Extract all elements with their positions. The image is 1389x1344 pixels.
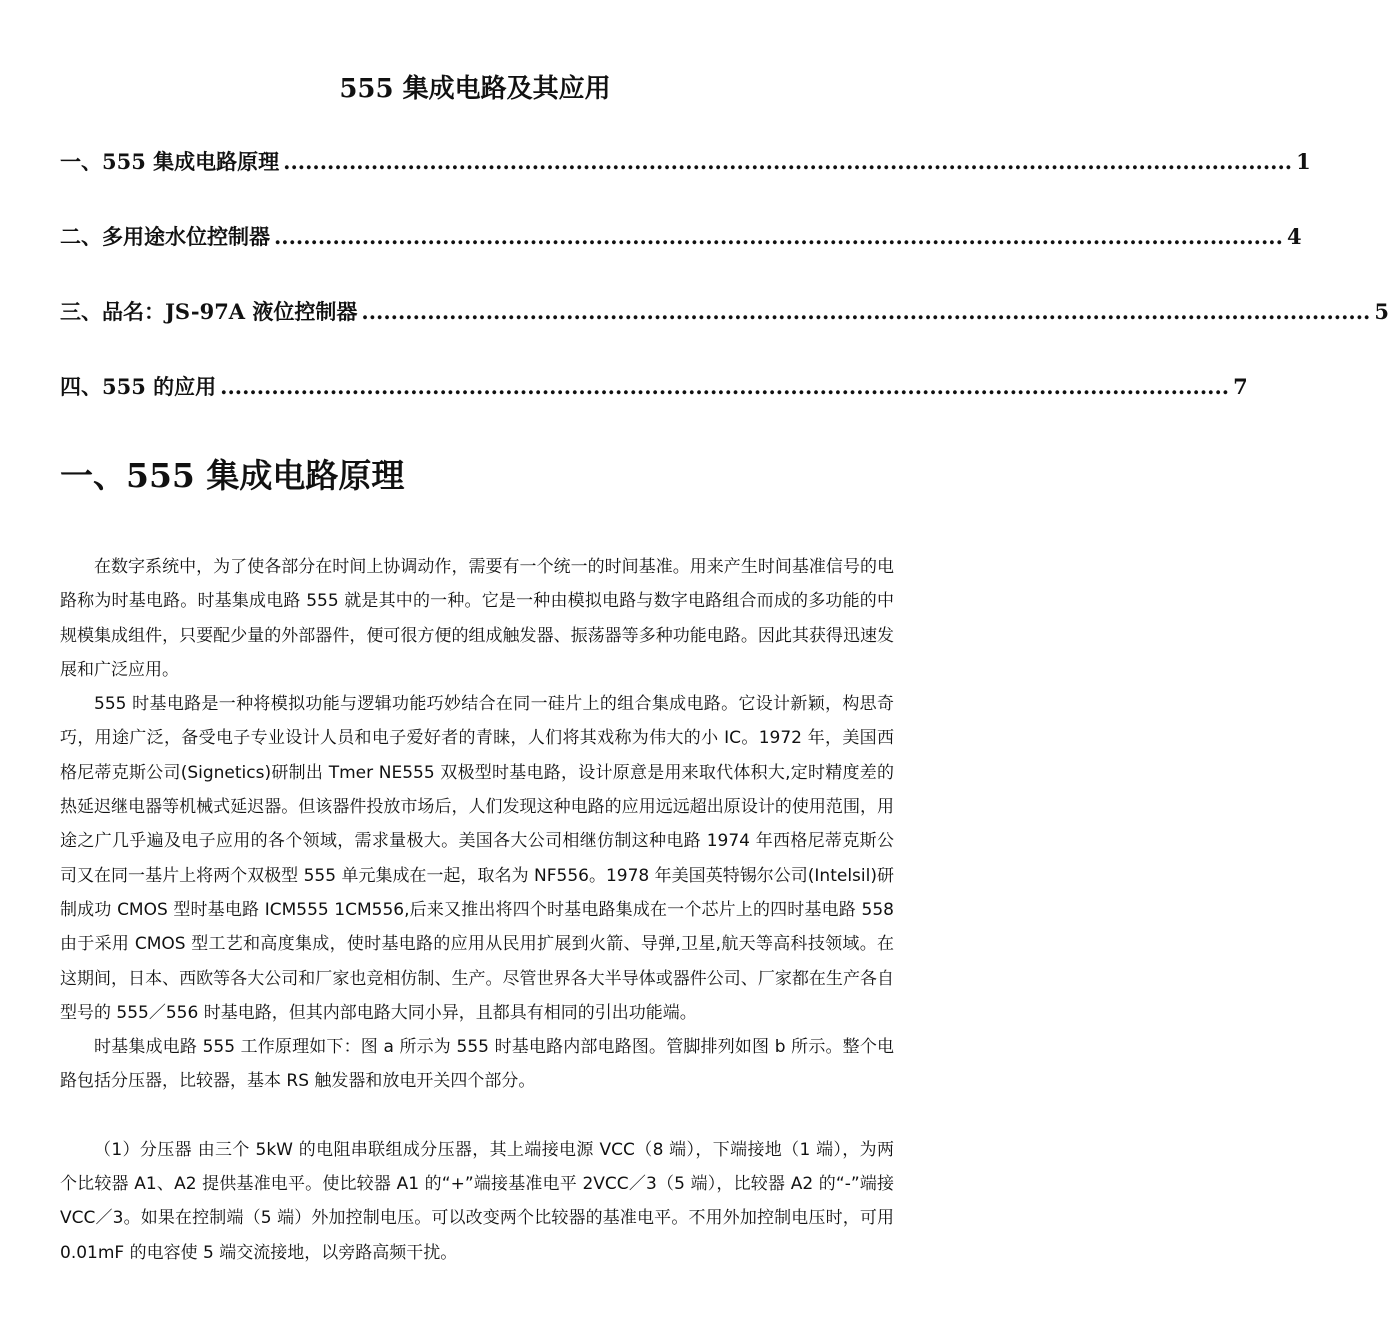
toc-entry-page: 5 (1374, 299, 1389, 324)
toc-entry-label: 一、555 集成电路原理 (60, 149, 280, 174)
toc-entry-label: 二、多用途水位控制器 (60, 224, 270, 249)
paragraph: 在数字系统中，为了使各部分在时间上协调动作，需要有一个统一的时间基准。用来产生时间基准信号的电路称为时基电路。时基集成电路 555 就是其中的一种。它是一种由模拟电路与数字电路组合而成的多功能的中规模集成组件，只要配少量的外部器件，便可很方便的组成触发器、振荡器等多种功能电路。因此其获得迅速发展和广泛应用。 (60, 557, 894, 680)
toc-leader-dots: .......................................................................................................................................... (283, 149, 1293, 174)
table-of-contents (60, 146, 1389, 446)
paragraph: 时基集成电路 555 工作原理如下：图 a 所示为 555 时基电路内部电路图。管脚排列如图 b 所示。整个电路包括分压器，比较器，基本 RS 触发器和放电开关四个部分。 (60, 1037, 894, 1092)
paragraph: （1）分压器 由三个 5kW 的电阻串联组成分压器，其上端接电源 VCC（8 端），下端接地（1 端），为两个比较器 A1、A2 提供基准电平。使比较器 A1 的“+”端接基准电平 2VCC／3（5 端），比较器 A2 的“-”端接 VCC／3。如果在控制端（5 端）外加控制电压。可以改变两个比较器的基准电平。不用外加控制电压时，可用 0.01mF 的电容使 5 端交流接地，以旁路高频干扰。 (60, 1139, 894, 1263)
section-body (60, 550, 894, 1270)
toc-entry-page: 4 (1286, 224, 1302, 249)
toc-entry[interactable] (60, 296, 1389, 333)
toc-entry-label: 三、品名：JS-97A 液位控制器 (60, 299, 358, 324)
toc-entry[interactable] (60, 221, 1302, 258)
document-title: 555 集成电路及其应用 (339, 74, 611, 104)
toc-entry-label: 四、555 的应用 (60, 374, 217, 399)
toc-entry-page: 1 (1296, 149, 1311, 174)
toc-leader-dots: .......................................................................................................................................... (361, 299, 1371, 324)
paragraph: 555 时基电路是一种将模拟功能与逻辑功能巧妙结合在同一硅片上的组合集成电路。它设计新颖，构思奇巧，用途广泛，备受电子专业设计人员和电子爱好者的青睐，人们将其戏称为伟大的小 IC。1972 年，美国西格尼蒂克斯公司(Signetics)研制出 Tmer NE555 双极型时基电路，设计原意是用来取代体积大,定时精度差的热延迟继电器等机械式延迟器。但该器件投放市场后，人们发现这种电路的应用远远超出原设计的使用范围，用途之广几乎遍及电子应用的各个领域，需求量极大。美国各大公司相继仿制这种电路 1974 年西格尼蒂克斯公司又在同一基片上将两个双极型 555 单元集成在一起，取名为 NF556。1978 年美国英特锡尔公司(Intelsil)研制成功 CMOS 型时基电路 ICM555 1CM556,后来又推出将四个时基电路集成在一个芯片上的四时基电路 558 由于采用 CMOS 型工艺和高度集成，使时基电路的应用从民用扩展到火箭、导弹,卫星,航天等高科技领域。在这期间，日本、西欧等各大公司和厂家也竞相仿制、生产。尽管世界各大半导体或器件公司、厂家都在生产各自型号的 555／556 时基电路，但其内部电路大同小异，且都具有相同的引出功能端。 (60, 694, 894, 1023)
toc-entry-page: 7 (1233, 374, 1248, 399)
toc-leader-dots: .......................................................................................................................................... (274, 224, 1283, 249)
toc-entry[interactable] (60, 146, 1311, 183)
toc-leader-dots: .......................................................................................................................................... (220, 374, 1230, 399)
section-heading: 一、555 集成电路原理 (60, 456, 405, 495)
toc-entry[interactable] (60, 371, 1248, 408)
